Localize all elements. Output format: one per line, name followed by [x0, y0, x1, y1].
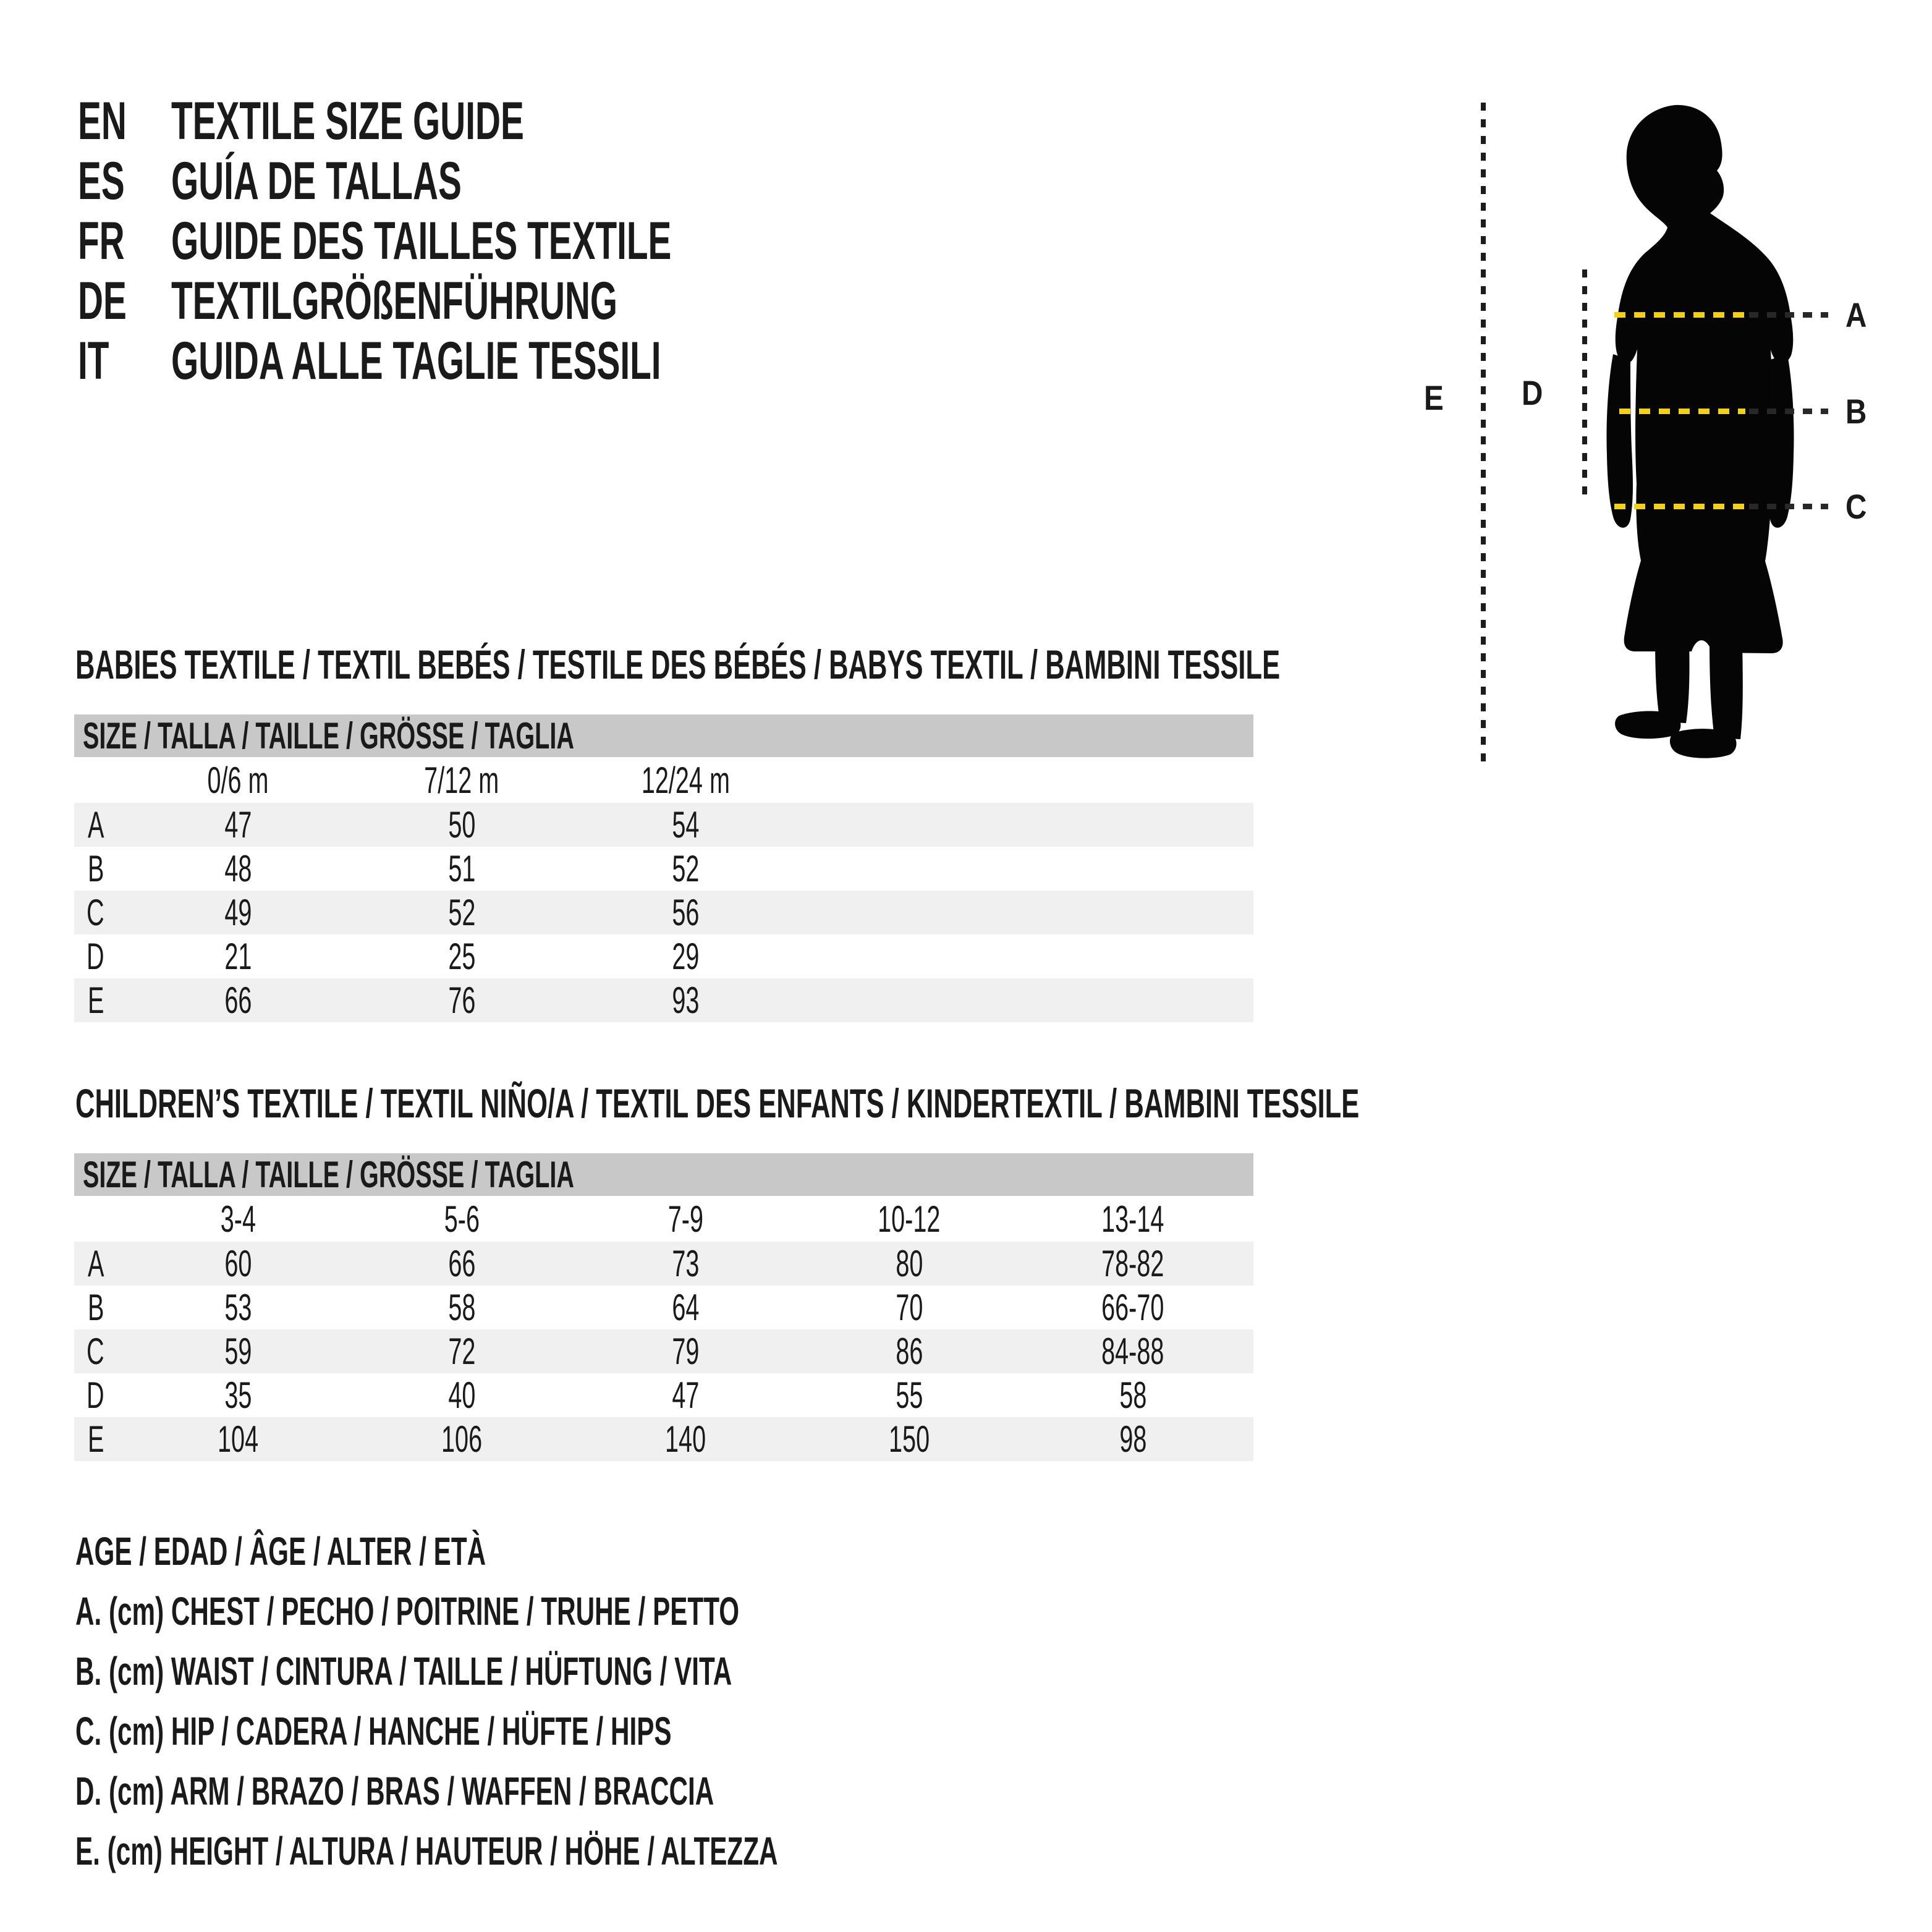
legend-line-arm: [75, 1761, 1140, 1821]
legend-line-chest: [75, 1582, 1140, 1642]
cell-value: 55: [895, 1375, 923, 1416]
cell-value: 76: [447, 980, 476, 1021]
waist-measure-leader-line: [1749, 409, 1828, 414]
legend-line-hip: [75, 1701, 1140, 1761]
lang-title: TEXTILE SIZE GUIDE: [171, 91, 524, 151]
row-label: C: [87, 892, 104, 933]
lang-row-fr: [78, 211, 1005, 271]
waist-measure-line-yellow: [1619, 409, 1745, 414]
legend-text: E. (cm) HEIGHT / ALTURA / HAUTEUR / HÖHE / ALTEZZA: [75, 1829, 778, 1873]
cell-value: 50: [447, 804, 476, 845]
cell-value: 64: [671, 1287, 700, 1328]
cell-value: 66: [447, 1243, 476, 1284]
measurement-legend: [75, 1522, 1140, 1881]
children-section-title: [75, 1080, 1932, 1126]
cell-value: 29: [671, 936, 700, 977]
table-row: [74, 978, 1253, 1022]
cell-value: 66: [224, 980, 252, 1021]
column-header: 7-9: [667, 1198, 703, 1240]
cell-value: 104: [217, 1418, 259, 1460]
cell-value: 58: [1119, 1375, 1147, 1416]
babies-size-table: [74, 714, 1253, 1022]
cell-value: 56: [671, 892, 700, 933]
cell-value: 51: [447, 848, 476, 889]
legend-text: D. (cm) ARM / BRAZO / BRAS / WAFFEN / BRACCIA: [75, 1769, 714, 1813]
table-row: [74, 803, 1253, 847]
cell-value: 52: [671, 848, 700, 889]
row-label: C: [87, 1331, 104, 1372]
column-header-row: [74, 1196, 1253, 1242]
lang-code: FR: [78, 211, 125, 271]
table-row: [74, 891, 1253, 934]
row-label: E: [87, 1418, 104, 1460]
row-label: D: [87, 1375, 104, 1416]
cell-value: 93: [671, 980, 700, 1021]
lang-code: ES: [78, 151, 125, 211]
legend-text: AGE / EDAD / ÂGE / ALTER / ETÀ: [75, 1529, 486, 1574]
legend-text: A. (cm) CHEST / PECHO / POITRINE / TRUHE / PETTO: [75, 1589, 740, 1633]
row-label: A: [87, 1243, 104, 1284]
table-row: [74, 1417, 1253, 1461]
column-header: 12/24 m: [641, 759, 730, 801]
lang-row-en: [78, 91, 1005, 151]
column-header: 3-4: [220, 1198, 256, 1240]
cell-value: 60: [224, 1243, 252, 1284]
cell-value: 150: [888, 1418, 930, 1460]
measure-label-a: A: [1845, 295, 1867, 334]
table-row: [74, 1373, 1253, 1417]
arm-measure-dotted-line-d: [1582, 269, 1587, 503]
cell-value: 53: [224, 1287, 252, 1328]
cell-value: 40: [447, 1375, 476, 1416]
row-label: D: [87, 936, 104, 977]
lang-code: DE: [78, 271, 127, 331]
row-label: B: [87, 1287, 104, 1328]
cell-value: 49: [224, 892, 252, 933]
babies-section-title-text: BABIES TEXTILE / TEXTIL BEBÉS / TESTILE DES BÉBÉS / BABYS TEXTIL / BAMBINI TESSILE: [75, 642, 1281, 687]
language-title-list: [78, 91, 1005, 391]
cell-value: 25: [447, 936, 476, 977]
measure-label-e: E: [1424, 378, 1444, 417]
column-header-row: [74, 757, 1253, 803]
measure-label-d: D: [1522, 373, 1543, 412]
table-row: [74, 1329, 1253, 1373]
size-header-band: [74, 1153, 1253, 1196]
lang-code: IT: [78, 331, 109, 391]
lang-row-de: [78, 271, 1005, 331]
cell-value: 73: [671, 1243, 700, 1284]
cell-value: 86: [895, 1331, 923, 1372]
cell-value: 72: [447, 1331, 476, 1372]
cell-value: 59: [224, 1331, 252, 1372]
cell-value: 80: [895, 1243, 923, 1284]
cell-value: 35: [224, 1375, 252, 1416]
children-size-table: [74, 1153, 1253, 1461]
lang-row-es: [78, 151, 1005, 211]
children-section-title-text: CHILDREN’S TEXTILE / TEXTIL NIÑO/A / TEXTIL DES ENFANTS / KINDERTEXTIL / BAMBINI TESSILE: [75, 1080, 1360, 1126]
cell-value: 54: [671, 804, 700, 845]
table-row: [74, 847, 1253, 891]
legend-line-waist: [75, 1642, 1140, 1701]
size-header-text: SIZE / TALLA / TAILLE / GRÖSSE / TAGLIA: [83, 1154, 574, 1195]
cell-value: 70: [895, 1287, 923, 1328]
hip-measure-line-yellow: [1614, 504, 1748, 509]
cell-value: 98: [1119, 1418, 1147, 1460]
babies-section-title: [75, 642, 1900, 687]
column-header: 7/12 m: [424, 759, 499, 801]
lang-title: GUIDE DES TAILLES TEXTILE: [171, 211, 672, 271]
chest-measure-line-yellow: [1614, 312, 1745, 318]
cell-value: 47: [671, 1375, 700, 1416]
cell-value: 79: [671, 1331, 700, 1372]
legend-line-height: [75, 1821, 1140, 1881]
table-row: [74, 934, 1253, 978]
size-header-band: [74, 714, 1253, 757]
legend-text: B. (cm) WAIST / CINTURA / TAILLE / HÜFTUNG / VITA: [75, 1649, 732, 1693]
row-label: B: [87, 848, 104, 889]
hip-measure-leader-line: [1749, 504, 1828, 509]
row-label: E: [87, 980, 104, 1021]
lang-title: GUIDA ALLE TAGLIE TESSILI: [171, 331, 661, 391]
chest-measure-leader-line: [1749, 312, 1828, 318]
column-header: 0/6 m: [207, 759, 269, 801]
cell-value: 48: [224, 848, 252, 889]
legend-line-age: [75, 1522, 1140, 1582]
lang-code: EN: [78, 91, 127, 151]
measure-label-b: B: [1845, 392, 1867, 431]
cell-value: 66-70: [1101, 1287, 1164, 1328]
cell-value: 58: [447, 1287, 476, 1328]
cell-value: 140: [664, 1418, 706, 1460]
cell-value: 84-88: [1101, 1331, 1164, 1372]
table-row: [74, 1242, 1253, 1286]
cell-value: 21: [224, 936, 252, 977]
cell-value: 78-82: [1101, 1243, 1164, 1284]
column-header: 10-12: [878, 1198, 941, 1240]
measure-label-c: C: [1845, 487, 1867, 526]
cell-value: 52: [447, 892, 476, 933]
table-row: [74, 1286, 1253, 1329]
lang-title: TEXTILGRÖßENFÜHRUNG: [171, 271, 618, 331]
cell-value: 106: [441, 1418, 483, 1460]
lang-title: GUÍA DE TALLAS: [171, 151, 462, 211]
lang-row-it: [78, 331, 1005, 391]
row-label: A: [87, 804, 104, 845]
size-header-text: SIZE / TALLA / TAILLE / GRÖSSE / TAGLIA: [83, 715, 574, 756]
legend-text: C. (cm) HIP / CADERA / HANCHE / HÜFTE / HIPS: [75, 1709, 672, 1753]
column-header: 13-14: [1101, 1198, 1164, 1240]
column-header: 5-6: [444, 1198, 480, 1240]
cell-value: 47: [224, 804, 252, 845]
